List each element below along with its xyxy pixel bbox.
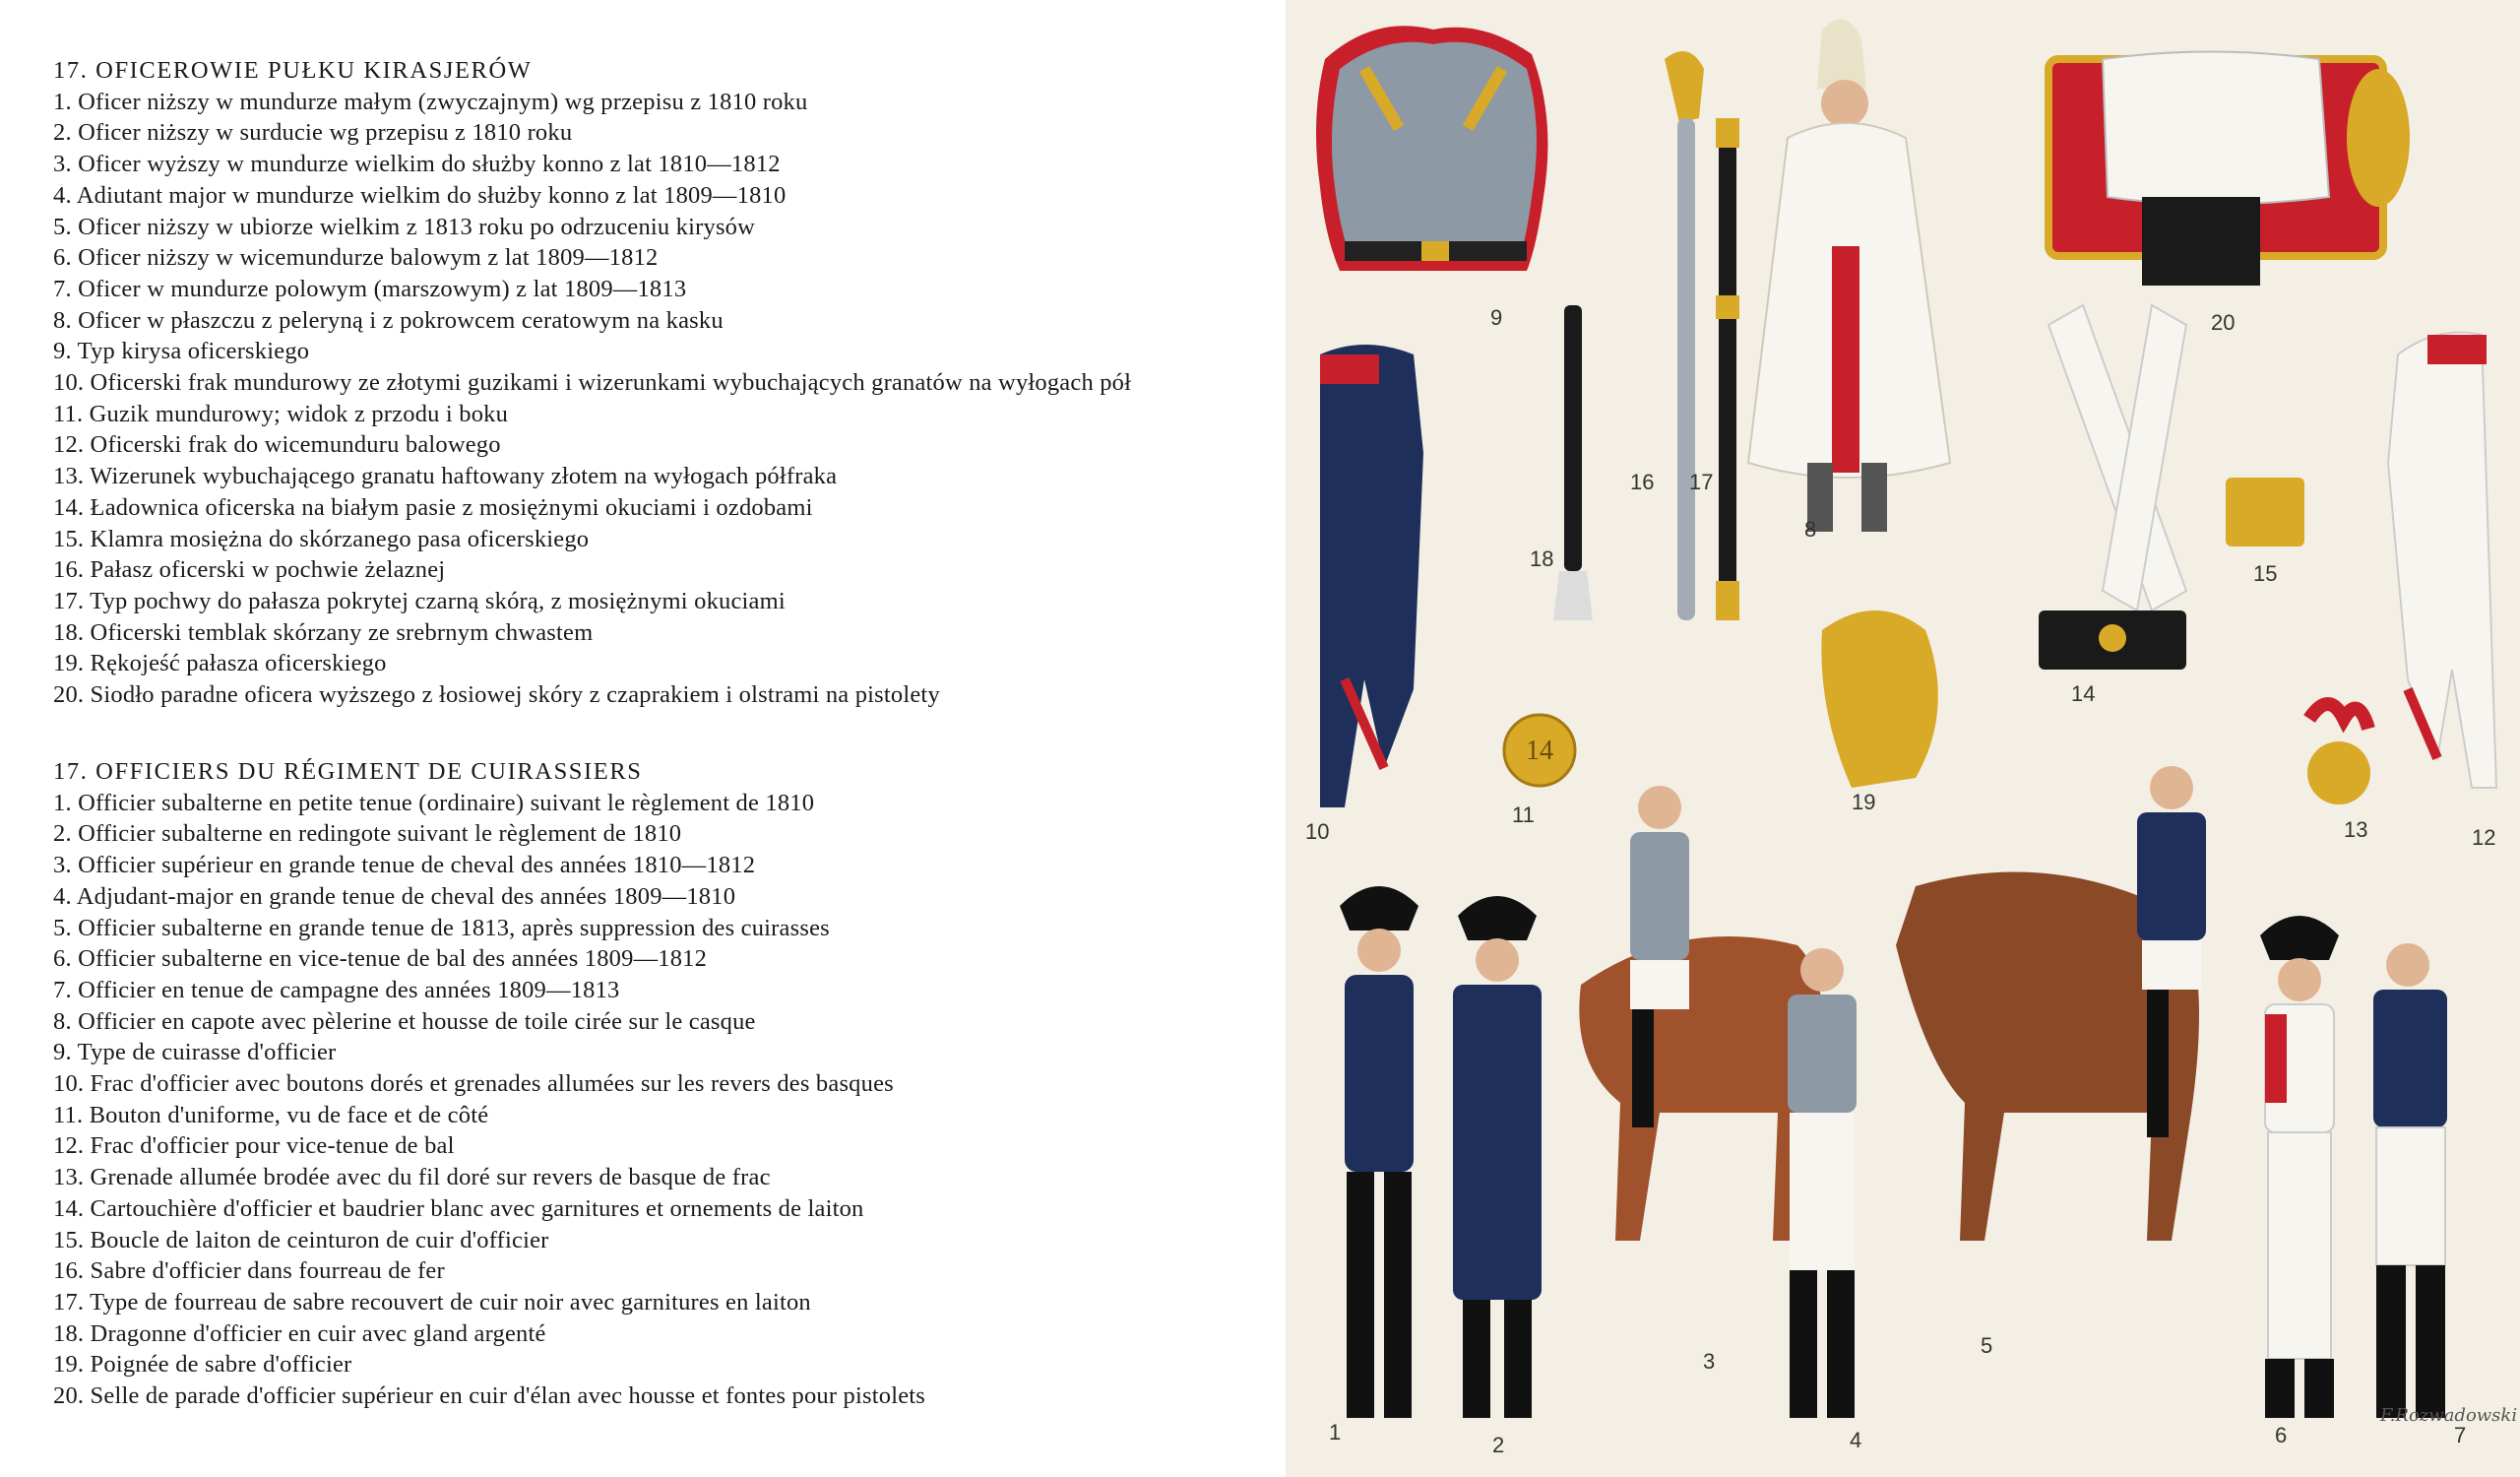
polish-item: 4. Adiutant major w mundurze wielkim do służby konno z lat 1809—1810 xyxy=(53,181,787,209)
plate-number-15: 15 xyxy=(2253,561,2278,586)
plate-number-14: 14 xyxy=(2071,681,2096,706)
polish-item: 1. Oficer niższy w mundurze małym (zwyczajnym) wg przepisu z 1810 roku xyxy=(53,88,808,115)
polish-item: 19. Rękojeść pałasza oficerskiego xyxy=(53,650,387,677)
plate-number-16: 16 xyxy=(1630,470,1655,494)
french-item: 15. Boucle de laiton de ceinturon de cuir d'officier xyxy=(53,1226,549,1253)
plate-number-9: 9 xyxy=(1490,305,1503,330)
french-item: 12. Frac d'officier pour vice-tenue de bal xyxy=(53,1132,455,1160)
french-item: 7. Officier en tenue de campagne des années 1809—1813 xyxy=(53,976,620,1003)
french-item: 4. Adjudant-major en grande tenue de cheval des années 1809—1810 xyxy=(53,882,736,910)
plate-number-20: 20 xyxy=(2211,310,2236,335)
polish-item: 17. Typ pochwy do pałasza pokrytej czarną skórą, z mosiężnymi okuciami xyxy=(53,587,786,614)
uniform-button-illustration xyxy=(1504,715,1575,786)
plate-number-12: 12 xyxy=(2472,825,2496,850)
polish-item: 6. Oficer niższy w wicemundurze balowym z lat 1809—1812 xyxy=(53,244,659,272)
french-item: 10. Frac d'officier avec boutons dorés et grenades allumées sur les revers des basques xyxy=(53,1070,894,1098)
polish-item: 8. Oficer w płaszczu z peleryną i z pokrowcem ceratowym na kasku xyxy=(53,306,724,334)
french-item: 19. Poignée de sabre d'officier xyxy=(53,1351,352,1379)
plate-number-7: 7 xyxy=(2454,1423,2467,1447)
french-item: 20. Selle de parade d'officier supérieur en cuir d'élan avec housse et fontes pour pistolets xyxy=(53,1382,926,1410)
plate-number-13: 13 xyxy=(2344,817,2368,842)
french-item: 8. Officier en capote avec pèlerine et housse de toile cirée sur le casque xyxy=(53,1007,756,1035)
french-item: 9. Type de cuirasse d'officier xyxy=(53,1039,337,1066)
polish-item: 10. Oficerski frak mundurowy ze złotymi guzikami i wizerunkami wybuchających granatów na wyłogach pół xyxy=(53,369,1132,397)
artist-signature: F.Rozwadowski xyxy=(2380,1405,2518,1426)
french-item: 16. Sabre d'officier dans fourreau de fer xyxy=(53,1257,445,1285)
polish-item: 20. Siodło paradne oficera wyższego z łosiowej skóry z czaprakiem i olstrami na pistolety xyxy=(53,681,940,709)
plate-number-6: 6 xyxy=(2275,1423,2288,1447)
french-item: 11. Bouton d'uniforme, vu de face et de côté xyxy=(53,1101,489,1128)
polish-item: 9. Typ kirysa oficerskiego xyxy=(53,338,310,365)
plate-number-11: 11 xyxy=(1512,803,1535,827)
saddle-illustration xyxy=(2048,52,2410,287)
plate-number-5: 5 xyxy=(1981,1333,1993,1358)
plate-number-10: 10 xyxy=(1305,819,1330,844)
french-item: 18. Dragonne d'officier en cuir avec gland argenté xyxy=(53,1319,546,1347)
cuirass-illustration xyxy=(1316,26,1547,271)
french-item: 14. Cartouchière d'officier et baudrier blanc avec garnitures et ornements de laiton xyxy=(53,1194,864,1222)
polish-heading: 17. OFICEROWIE PUŁKU KIRASJERÓW xyxy=(53,57,533,84)
polish-item: 7. Oficer w mundurze polowym (marszowym) z lat 1809—1813 xyxy=(53,275,687,302)
plate-number-2: 2 xyxy=(1492,1433,1505,1457)
plate-number-3: 3 xyxy=(1703,1349,1716,1374)
polish-item: 16. Pałasz oficerski w pochwie żelaznej xyxy=(53,556,446,584)
polish-item: 2. Oficer niższy w surducie wg przepisu z 1810 roku xyxy=(53,119,573,147)
polish-item: 12. Oficerski frak do wicemunduru balowego xyxy=(53,431,501,459)
button-number-text: 14 xyxy=(1526,736,1553,766)
plate-number-17: 17 xyxy=(1689,470,1714,494)
plate-number-4: 4 xyxy=(1850,1428,1862,1452)
polish-item: 11. Guzik mundurowy; widok z przodu i boku xyxy=(53,400,509,427)
polish-item: 13. Wizerunek wybuchającego granatu haftowany złotem na wyłogach półfraka xyxy=(53,463,838,490)
french-caption-block xyxy=(53,756,1254,1412)
plate-number-8: 8 xyxy=(1804,517,1817,542)
buckle-illustration xyxy=(2226,478,2304,546)
polish-item: 3. Oficer wyższy w mundurze wielkim do służby konno z lat 1810—1812 xyxy=(53,151,781,178)
plate-number-19: 19 xyxy=(1852,790,1876,814)
plate-artwork xyxy=(1286,0,2520,1477)
french-item: 6. Officier subalterne en vice-tenue de bal des années 1809—1812 xyxy=(53,945,708,973)
french-item: 13. Grenade allumée brodée avec du fil doré sur revers de basque de frac xyxy=(53,1164,771,1191)
polish-item: 14. Ładownica oficerska na białym pasie z mosiężnymi okuciami i ozdobami xyxy=(53,493,813,521)
polish-item: 15. Klamra mosiężna do skórzanego pasa oficerskiego xyxy=(53,525,590,552)
plate-number-1: 1 xyxy=(1329,1420,1342,1445)
illustration-plate xyxy=(1286,0,2520,1477)
french-item: 17. Type de fourreau de sabre recouvert de cuir noir avec garnitures en laiton xyxy=(53,1288,811,1316)
french-item: 1. Officier subalterne en petite tenue (ordinaire) suivant le règlement de 1810 xyxy=(53,789,815,816)
polish-item: 5. Oficer niższy w ubiorze wielkim z 1813 roku po odrzuceniu kirysów xyxy=(53,213,756,240)
polish-item: 18. Oficerski temblak skórzany ze srebrnym chwastem xyxy=(53,618,594,646)
polish-caption-block xyxy=(53,55,1254,711)
french-item: 3. Officier supérieur en grande tenue de cheval des années 1810—1812 xyxy=(53,852,756,879)
plate-number-18: 18 xyxy=(1530,546,1554,571)
grenade-embroidery-illustration xyxy=(2307,704,2370,804)
french-item: 5. Officier subalterne en grande tenue de 1813, après suppression des cuirasses xyxy=(53,914,830,941)
french-heading: 17. OFFICIERS DU RÉGIMENT DE CUIRASSIERS xyxy=(53,758,643,785)
french-item: 2. Officier subalterne en redingote suivant le règlement de 1810 xyxy=(53,820,682,848)
